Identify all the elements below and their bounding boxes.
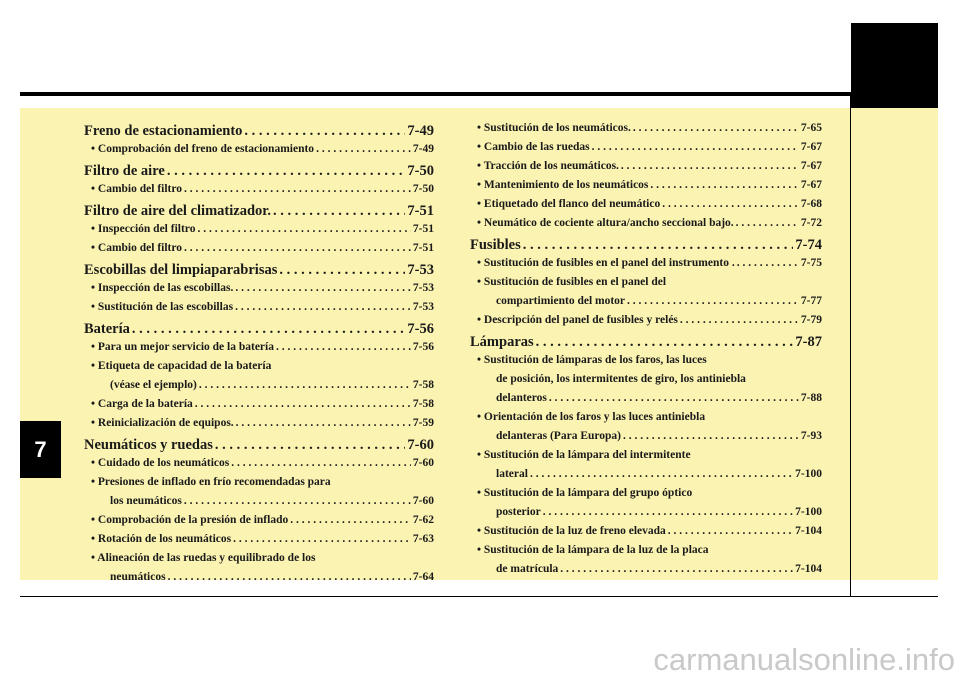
toc-subsection-entry[interactable]	[84, 341, 434, 360]
dot-leader	[623, 430, 799, 442]
toc-entry-line[interactable]: • Presiones de inflado en frío recomendadas para	[91, 476, 331, 488]
toc-entry-line[interactable]: de posición, los intermitentes de giro, los antiniebla	[496, 373, 746, 385]
dot-leader	[316, 143, 411, 155]
dot-leader	[650, 179, 799, 191]
toc-subsection-entry[interactable]	[84, 398, 434, 417]
dot-leader	[199, 379, 411, 391]
dot-leader	[736, 217, 799, 229]
toc-subsection-entry[interactable]	[84, 301, 434, 320]
dot-leader	[195, 398, 411, 410]
toc-entry-title: Fusibles	[470, 237, 521, 253]
dot-leader	[167, 163, 406, 180]
dot-leader	[668, 525, 793, 537]
toc-subsection-entry[interactable]	[470, 257, 822, 276]
toc-subsection-entry[interactable]	[84, 514, 434, 533]
toc-page-number: 7-51	[412, 223, 434, 235]
dot-leader	[233, 533, 411, 545]
toc-page-number: 7-77	[800, 295, 822, 307]
toc-subsection-entry[interactable]	[470, 217, 822, 236]
top-rule	[20, 92, 938, 96]
toc-subsection-entry[interactable]	[84, 282, 434, 301]
toc-page-number: 7-49	[407, 123, 434, 139]
toc-page-number: 7-51	[412, 242, 434, 254]
toc-page-number: 7-53	[412, 301, 434, 313]
dot-leader	[560, 563, 793, 575]
toc-page-number: 7-75	[800, 257, 822, 269]
toc-subsection-entry[interactable]	[470, 563, 822, 582]
toc-subsection-entry[interactable]	[470, 160, 822, 179]
toc-entry-title: • Inspección del filtro	[91, 223, 196, 235]
dot-leader	[168, 571, 411, 583]
toc-entry-title: los neumáticos	[110, 495, 182, 507]
toc-subsection-entry[interactable]	[84, 143, 434, 162]
dot-leader	[276, 341, 411, 353]
toc-subsection-entry[interactable]	[470, 179, 822, 198]
toc-page-number: 7-67	[800, 160, 822, 172]
toc-subsection-entry[interactable]	[470, 295, 822, 314]
dot-leader	[184, 242, 411, 254]
dot-leader	[621, 160, 799, 172]
toc-entry-title: • Tracción de los neumáticos.	[477, 160, 619, 172]
toc-entry-title: • Reinicialización de equipos.	[91, 417, 234, 429]
toc-subsection-entry[interactable]	[84, 457, 434, 476]
toc-page-number: 7-93	[800, 430, 822, 442]
toc-page-number: 7-60	[412, 495, 434, 507]
toc-page-number: 7-64	[412, 571, 434, 583]
dot-leader	[273, 203, 405, 220]
toc-entry-title: Filtro de aire del climatizador.	[84, 203, 271, 219]
toc-entry-title: • Para un mejor servicio de la batería	[91, 341, 274, 353]
dot-leader	[279, 262, 405, 279]
toc-entry-title: • Sustitución de las escobillas	[91, 301, 234, 313]
toc-section-entry[interactable]	[84, 163, 434, 183]
toc-entry-title: • Cambio del filtro	[91, 183, 183, 195]
toc-page-number: 7-53	[412, 282, 434, 294]
dot-leader	[235, 301, 411, 313]
toc-entry-title: • Cambio de las ruedas	[477, 141, 590, 153]
bottom-rule	[20, 596, 938, 597]
toc-entry-title: Escobillas del limpiaparabrisas	[84, 262, 278, 278]
toc-page-number: 7-104	[795, 525, 822, 537]
dot-leader	[235, 282, 411, 294]
toc-entry-title: (véase el ejemplo)	[110, 379, 197, 391]
toc-entry-title: • Mantenimiento de los neumáticos	[477, 179, 649, 191]
toc-page-number: 7-67	[800, 179, 822, 191]
dot-leader	[215, 437, 406, 454]
toc-entry-title: • Sustitución de la luz de freno elevada	[477, 525, 666, 537]
toc-section-entry[interactable]	[84, 437, 434, 457]
dot-leader	[244, 123, 405, 140]
toc-page-number: 7-100	[795, 506, 822, 518]
toc-page-number: 7-74	[795, 237, 822, 253]
dot-leader	[290, 514, 411, 526]
dot-leader	[536, 334, 794, 351]
watermark: carmanualsonline.info	[653, 642, 955, 677]
dot-leader	[523, 237, 794, 254]
dot-leader	[549, 392, 799, 404]
toc-entry-title: • Sustitución de los neumáticos.	[477, 122, 631, 134]
toc-entry-line[interactable]: • Alineación de las ruedas y equilibrado de los	[91, 552, 316, 564]
toc-entry-title: • Etiquetado del flanco del neumático	[477, 198, 661, 210]
toc-entry-title: Freno de estacionamiento	[84, 123, 243, 139]
toc-entry-line[interactable]: • Sustitución de lámparas de los faros, las luces	[477, 354, 707, 366]
toc-subsection-entry[interactable]	[84, 183, 434, 202]
toc-page-number: 7-50	[412, 183, 434, 195]
toc-section-entry[interactable]	[84, 262, 434, 282]
toc-subsection-entry[interactable]	[470, 122, 822, 141]
toc-entry-title: Neumáticos y ruedas	[84, 437, 213, 453]
toc-entry-title: • Comprobación del freno de estacionamiento	[91, 143, 315, 155]
toc-subsection-entry[interactable]	[84, 379, 434, 398]
toc-subsection-entry[interactable]	[84, 417, 434, 436]
toc-page-number: 7-68	[800, 198, 822, 210]
dot-leader	[184, 495, 411, 507]
toc-entry-title: delanteras (Para Europa)	[496, 430, 622, 442]
toc-subsection-entry[interactable]	[470, 506, 822, 525]
toc-subsection-entry[interactable]	[84, 571, 434, 590]
dot-leader	[197, 223, 410, 235]
dot-leader	[592, 141, 799, 153]
toc-entry-title: • Comprobación de la presión de inflado	[91, 514, 289, 526]
toc-subsection-entry[interactable]	[84, 533, 434, 552]
chapter-tab[interactable]: 7	[20, 421, 61, 478]
toc-entry-title: Batería	[84, 321, 130, 337]
dot-leader	[231, 457, 411, 469]
toc-entry-title: neumáticos	[110, 571, 166, 583]
toc-section-entry[interactable]	[84, 203, 434, 223]
toc-subsection-entry[interactable]	[470, 198, 822, 217]
toc-entry-title: • Neumático de cociente altura/ancho seccional bajo.	[477, 217, 734, 229]
toc-page-number: 7-49	[412, 143, 434, 155]
toc-entry-line[interactable]: • Sustitución de la lámpara del intermitente	[477, 449, 691, 461]
toc-page-number: 7-87	[795, 334, 822, 350]
toc-entry-title: • Sustitución de fusibles en el panel del instrumento .	[477, 257, 735, 269]
toc-entry-title: de matrícula	[496, 563, 559, 575]
toc-entry-line[interactable]: • Orientación de los faros y las luces antiniebla	[477, 411, 706, 423]
toc-page-number: 7-104	[795, 563, 822, 575]
margin-divider	[850, 96, 851, 596]
toc-section-entry[interactable]	[470, 237, 822, 257]
toc-page-number: 7-60	[412, 457, 434, 469]
toc-subsection-entry[interactable]	[84, 495, 434, 514]
toc-entry-title: • Carga de la batería	[91, 398, 193, 410]
toc-section-entry[interactable]	[84, 321, 434, 341]
toc-page-number: 7-56	[412, 341, 434, 353]
toc-page-number: 7-60	[407, 437, 434, 453]
toc-subsection-entry[interactable]	[470, 314, 822, 333]
toc-page-number: 7-53	[407, 262, 434, 278]
toc-page-number: 7-62	[412, 514, 434, 526]
toc-left-column	[84, 122, 434, 590]
dot-leader	[627, 295, 799, 307]
toc-section-entry[interactable]	[470, 334, 822, 354]
toc-subsection-entry[interactable]	[470, 468, 822, 487]
toc-page-number: 7-59	[412, 417, 434, 429]
toc-page-number: 7-51	[407, 203, 434, 219]
toc-page-number: 7-58	[412, 379, 434, 391]
dot-leader	[132, 321, 406, 338]
toc-section-entry[interactable]	[84, 123, 434, 143]
toc-entry-title: delanteros	[496, 392, 547, 404]
toc-subsection-entry[interactable]	[470, 430, 822, 449]
toc-page-number: 7-100	[795, 468, 822, 480]
toc-page-number: 7-88	[800, 392, 822, 404]
toc-entry-line[interactable]: • Etiqueta de capacidad de la batería	[91, 360, 272, 372]
toc-entry-title: Filtro de aire	[84, 163, 165, 179]
dot-leader	[737, 257, 799, 269]
toc-subsection-entry[interactable]	[470, 525, 822, 544]
toc-page-number: 7-67	[800, 141, 822, 153]
toc-entry-title: • Descripción del panel de fusibles y relés	[477, 314, 678, 326]
dot-leader	[543, 506, 793, 518]
toc-entry-line[interactable]: • Sustitución de la lámpara de la luz de la placa	[477, 544, 709, 556]
toc-subsection-entry[interactable]	[470, 392, 822, 411]
toc-subsection-entry[interactable]	[470, 141, 822, 160]
toc-page-number: 7-50	[407, 163, 434, 179]
toc-entry-title: posterior	[496, 506, 541, 518]
toc-page-number: 7-56	[407, 321, 434, 337]
toc-page-number: 7-72	[800, 217, 822, 229]
toc-entry-line[interactable]: • Sustitución de fusibles en el panel del	[477, 276, 667, 288]
toc-page-number: 7-58	[412, 398, 434, 410]
toc-entry-title: • Rotación de los neumáticos	[91, 533, 232, 545]
toc-page-number: 7-63	[412, 533, 434, 545]
dot-leader	[530, 468, 793, 480]
toc-entry-title: lateral	[496, 468, 528, 480]
dot-leader	[184, 183, 411, 195]
toc-page-number: 7-65	[800, 122, 822, 134]
corner-thumb-block	[851, 23, 938, 108]
toc-entry-title: • Cambio del filtro	[91, 242, 183, 254]
dot-leader	[633, 122, 799, 134]
dot-leader	[236, 417, 411, 429]
toc-subsection-entry[interactable]	[84, 223, 434, 242]
toc-entry-title: Lámparas	[470, 334, 534, 350]
toc-right-column	[470, 122, 822, 582]
dot-leader	[680, 314, 799, 326]
toc-subsection-entry[interactable]	[84, 242, 434, 261]
toc-page-number: 7-79	[800, 314, 822, 326]
toc-entry-title: • Inspección de las escobillas.	[91, 282, 234, 294]
dot-leader	[662, 198, 799, 210]
toc-entry-title: • Cuidado de los neumáticos	[91, 457, 230, 469]
toc-entry-line[interactable]: • Sustitución de la lámpara del grupo óptico	[477, 487, 693, 499]
toc-entry-title: compartimiento del motor	[496, 295, 626, 307]
